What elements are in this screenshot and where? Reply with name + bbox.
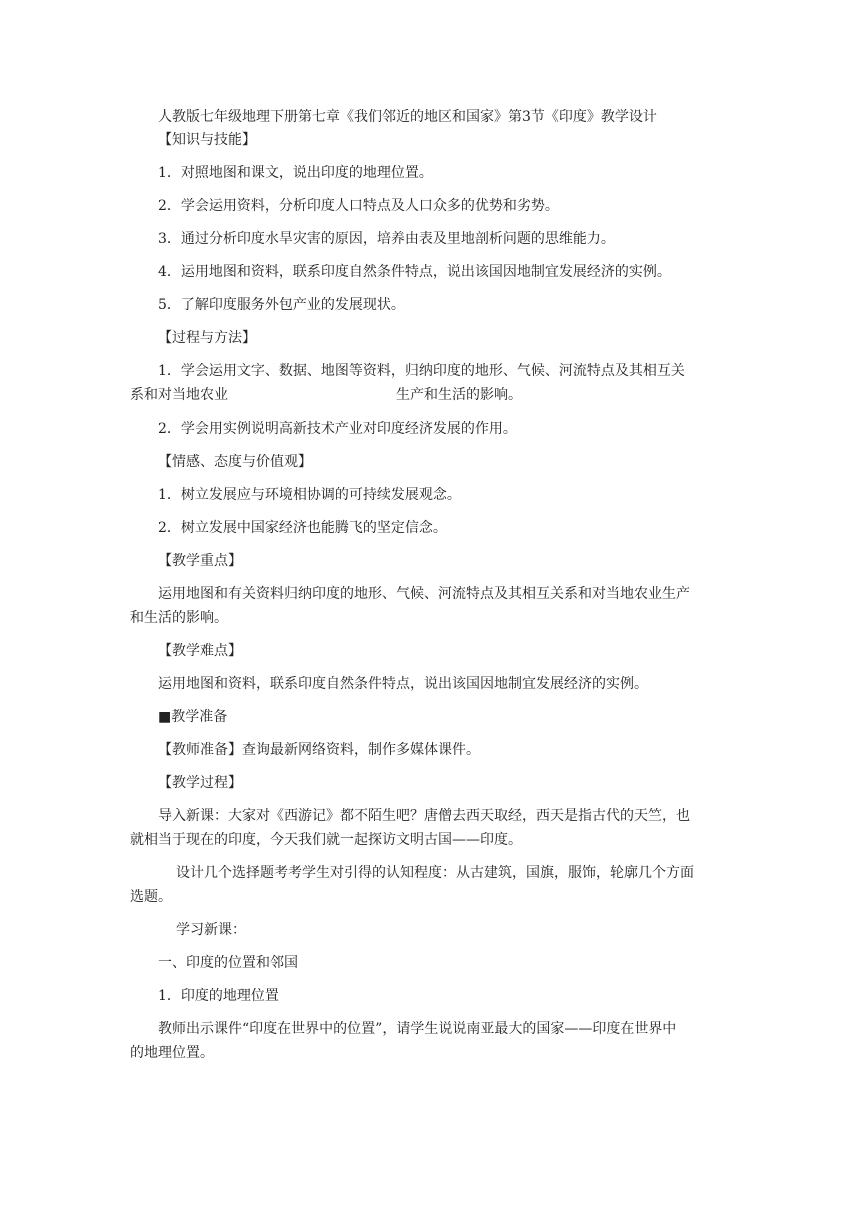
process-item: 2．学会用实例说明高新技术产业对印度经济发展的作用。 <box>158 421 517 437</box>
subsection-heading: 1．印度的地理位置 <box>158 988 279 1004</box>
knowledge-heading: 【知识与技能】 <box>158 132 256 148</box>
document-title: 人教版七年级地理下册第七章《我们邻近的地区和国家》第3节《印度》教学设计 <box>158 109 657 125</box>
teacher-text: 教师出示课件“印度在世界中的位置”，请学生说说南亚最大的国家——印度在世界中 <box>158 1021 677 1037</box>
new-lesson-label: 学习新课： <box>176 922 246 938</box>
intro-text: 导入新课：大家对《西游记》都不陌生吧？唐僧去西天取经，西天是指古代的天竺，也 <box>158 808 690 824</box>
intro-text: 就相当于现在的印度，今天我们就一起探访文明古国——印度。 <box>130 832 522 848</box>
design-text: 选题。 <box>130 889 172 905</box>
key-heading: 【教学重点】 <box>158 553 242 569</box>
knowledge-item: 3．通过分析印度水旱灾害的原因，培养由表及里地剖析问题的思维能力。 <box>158 231 615 247</box>
emotion-item: 2．树立发展中国家经济也能腾飞的坚定信念。 <box>158 520 447 536</box>
process-item-line: 1．学会运用文字、数据、地图等资料，归纳印度的地形、气候、河流特点及其相互关 <box>158 363 685 379</box>
difficult-heading: 【教学难点】 <box>158 643 242 659</box>
emotion-heading: 【情感、态度与价值观】 <box>158 454 312 470</box>
process-item-line: 系和对当地农业 <box>130 387 228 403</box>
design-text: 设计几个选择题考考学生对引得的认知程度：从古建筑，国旗，服饰，轮廓几个方面 <box>176 865 694 881</box>
teaching-process-heading: 【教学过程】 <box>158 775 242 791</box>
teacher-text: 的地理位置。 <box>130 1045 214 1061</box>
knowledge-item: 4．运用地图和资料，联系印度自然条件特点，说出该国因地制宜发展经济的实例。 <box>158 264 671 280</box>
teacher-prep: 【教师准备】查询最新网络资料，制作多媒体课件。 <box>158 742 480 758</box>
section-heading: 一、印度的位置和邻国 <box>158 955 298 971</box>
emotion-item: 1．树立发展应与环境相协调的可持续发展观念。 <box>158 487 461 503</box>
prep-heading: ■教学准备 <box>158 709 228 725</box>
process-heading: 【过程与方法】 <box>158 330 256 346</box>
knowledge-item: 5．了解印度服务外包产业的发展现状。 <box>158 297 405 313</box>
key-text: 和生活的影响。 <box>130 610 228 626</box>
difficult-text: 运用地图和资料，联系印度自然条件特点，说出该国因地制宜发展经济的实例。 <box>158 676 648 692</box>
key-text: 运用地图和有关资料归纳印度的地形、气候、河流特点及其相互关系和对当地农业生产 <box>158 586 690 602</box>
knowledge-item: 1．对照地图和课文，说出印度的地理位置。 <box>158 165 433 181</box>
knowledge-item: 2．学会运用资料，分析印度人口特点及人口众多的优势和劣势。 <box>158 198 559 214</box>
process-item-line: 生产和生活的影响。 <box>396 387 522 403</box>
